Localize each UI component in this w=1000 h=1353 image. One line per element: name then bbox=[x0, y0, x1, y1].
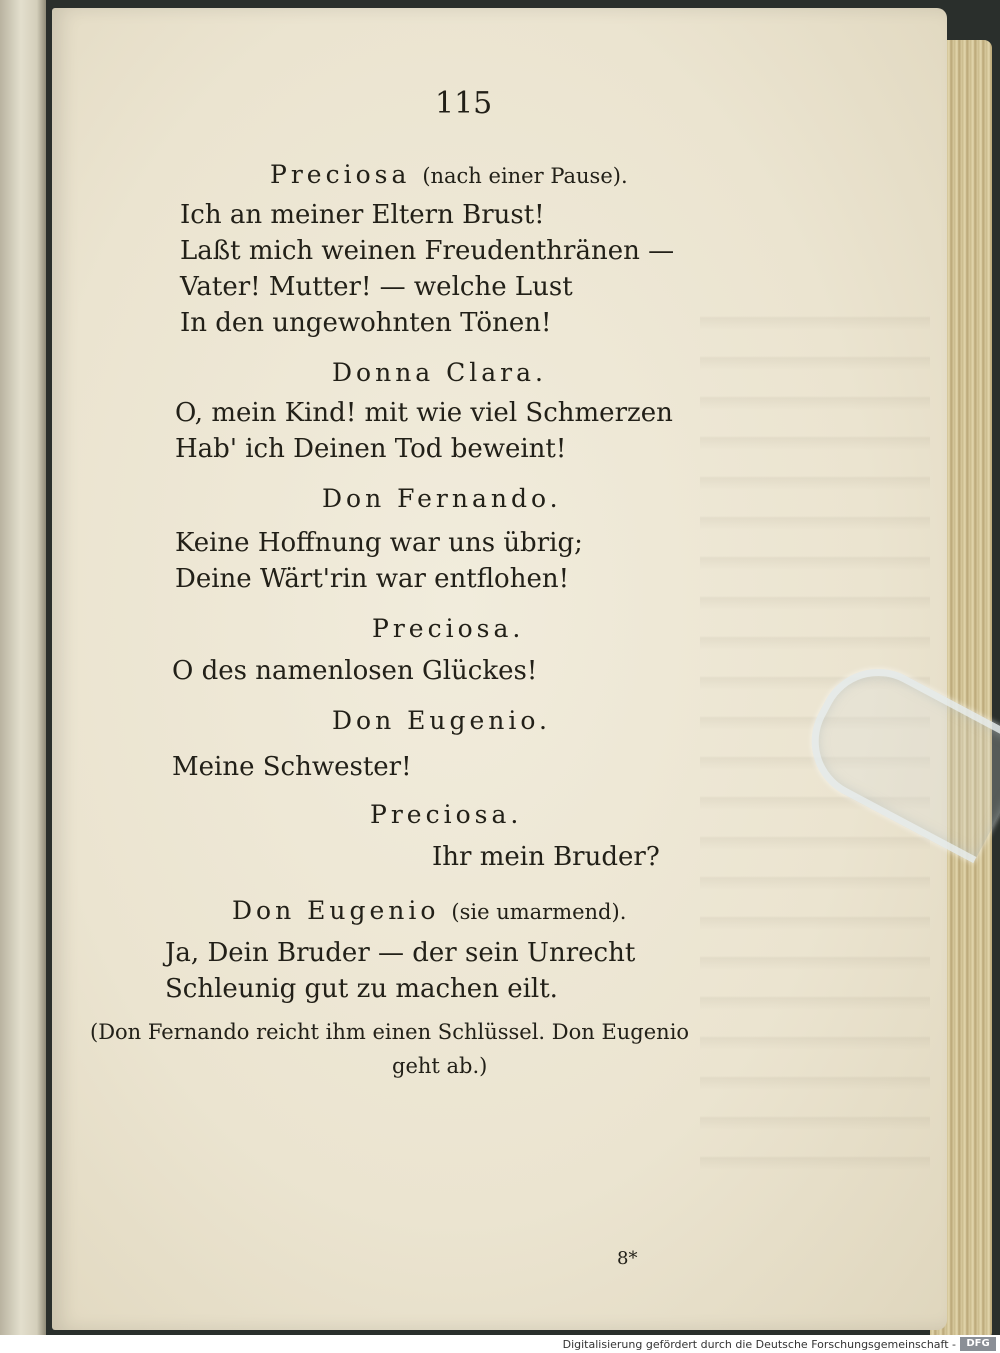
verse-line: Laßt mich weinen Freudenthränen — bbox=[180, 236, 675, 266]
stage-direction: geht ab.) bbox=[392, 1054, 488, 1078]
speaker-label: Preciosa. bbox=[372, 614, 525, 643]
speaker-label: Don Fernando. bbox=[322, 484, 562, 513]
speaker-label: Don Eugenio. bbox=[332, 706, 551, 735]
stage-direction: (Don Fernando reicht ihm einen Schlüssel. Don Eugenio bbox=[90, 1020, 690, 1044]
stage-direction: (nach einer Pause). bbox=[422, 164, 628, 188]
speaker-name: Preciosa bbox=[270, 160, 411, 189]
verse-line: Vater! Mutter! — welche Lust bbox=[180, 272, 573, 302]
footer-credit: Digitalisierung gefördert durch die Deutsche Forschungsgemeinschaft - bbox=[562, 1338, 956, 1351]
verse-line: Ich an meiner Eltern Brust! bbox=[180, 200, 545, 230]
speaker-label: Preciosa. bbox=[370, 800, 523, 829]
verse-line: In den ungewohnten Tönen! bbox=[180, 308, 552, 338]
speaker-label bbox=[270, 160, 628, 189]
speaker-label bbox=[232, 896, 626, 925]
verse-line: Keine Hoffnung war uns übrig; bbox=[175, 528, 583, 558]
speaker-name: Don Eugenio bbox=[232, 896, 440, 925]
verse-line: O, mein Kind! mit wie viel Schmerzen bbox=[175, 398, 673, 428]
stage-direction: (sie umarmend). bbox=[451, 900, 627, 924]
verse-line: Deine Wärt'rin war entflohen! bbox=[175, 564, 570, 594]
verse-line: Hab' ich Deinen Tod beweint! bbox=[175, 434, 567, 464]
verse-line: Meine Schwester! bbox=[172, 752, 412, 782]
verse-line: Ja, Dein Bruder — der sein Unrecht bbox=[165, 938, 636, 968]
page-number: 115 bbox=[435, 86, 493, 121]
speaker-label: Donna Clara. bbox=[332, 358, 547, 387]
signature-mark: 8* bbox=[617, 1248, 638, 1269]
left-page-edge bbox=[0, 0, 46, 1335]
verse-line: Schleunig gut zu machen eilt. bbox=[165, 974, 558, 1004]
verse-line: Ihr mein Bruder? bbox=[432, 842, 660, 872]
verse-line: O des namenlosen Glückes! bbox=[172, 656, 538, 686]
dfg-logo: DFG bbox=[960, 1337, 996, 1351]
